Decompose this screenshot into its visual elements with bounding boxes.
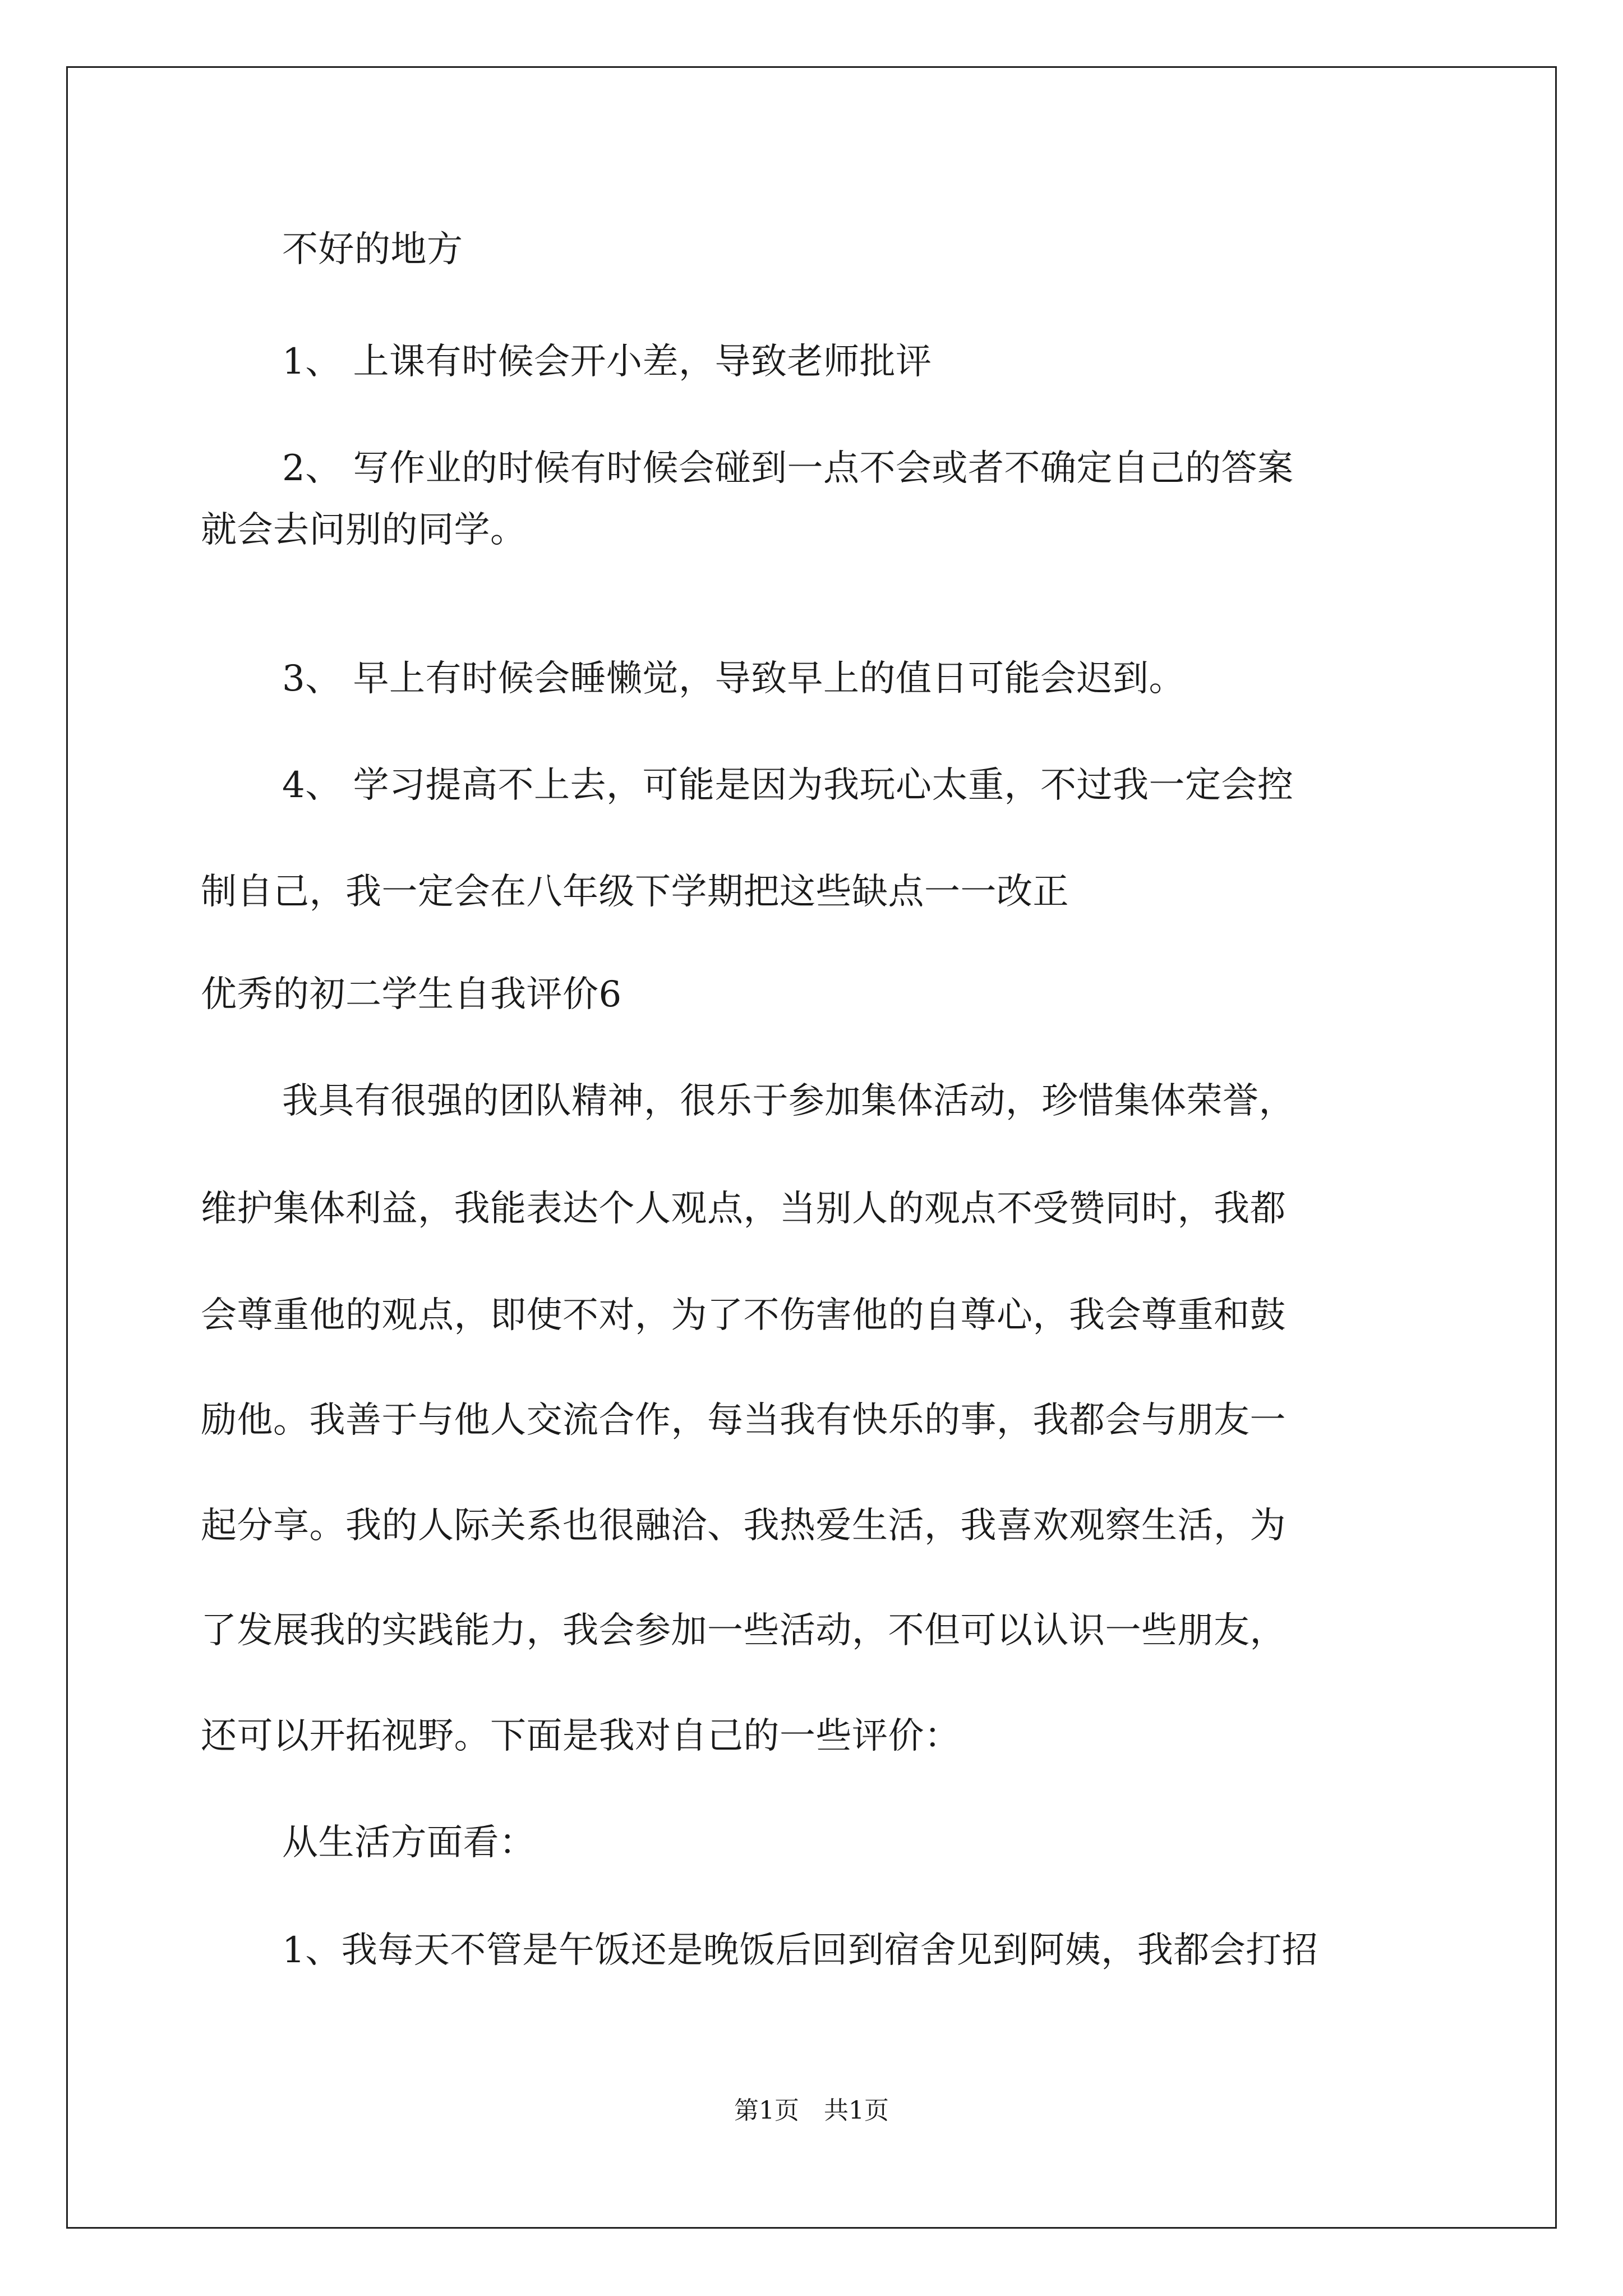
text-line: 维护集体利益，我能表达个人观点，当别人的观点不受赞同时，我都 [201, 1188, 1286, 1230]
list-item: 2、 写作业的时候有时候会碰到一点不会或者不确定自己的答案 [282, 448, 1294, 489]
section-title: 优秀的初二学生自我评价6 [201, 974, 622, 1015]
list-item: 3、 早上有时候会睡懒觉，导致早上的值日可能会迟到。 [282, 658, 1186, 700]
text-line: 还可以开拓视野。下面是我对自己的一些评价： [201, 1715, 961, 1757]
page-footer: 第1页 共1页 [734, 2096, 889, 2125]
text-line: 我具有很强的团队精神，很乐于参加集体活动，珍惜集体荣誉， [282, 1080, 1295, 1122]
list-item: 1、我每天不管是午饭还是晚饭后回到宿舍见到阿姨，我都会打招 [282, 1930, 1318, 1971]
subheading: 从生活方面看： [282, 1822, 536, 1864]
list-item: 1、 上课有时候会开小差，导致老师批评 [282, 341, 932, 383]
text-line: 了发展我的实践能力，我会参加一些活动，不但可以认识一些朋友， [201, 1610, 1286, 1651]
page-border [66, 66, 1557, 2229]
text-line: 起分享。我的人际关系也很融洽、我热爱生活，我喜欢观察生活，为 [201, 1505, 1286, 1547]
text-line: 制自己，我一定会在八年级下学期把这些缺点一一改正 [201, 871, 1069, 913]
text-line: 就会去问别的同学。 [201, 509, 527, 551]
list-item: 4、 学习提高不上去，可能是因为我玩心太重，不过我一定会控 [282, 765, 1294, 806]
text-line: 会尊重他的观点，即使不对，为了不伤害他的自尊心，我会尊重和鼓 [201, 1295, 1286, 1336]
text-line: 励他。我善于与他人交流合作，每当我有快乐的事，我都会与朋友一 [201, 1400, 1286, 1441]
paragraph-heading: 不好的地方 [282, 229, 463, 270]
